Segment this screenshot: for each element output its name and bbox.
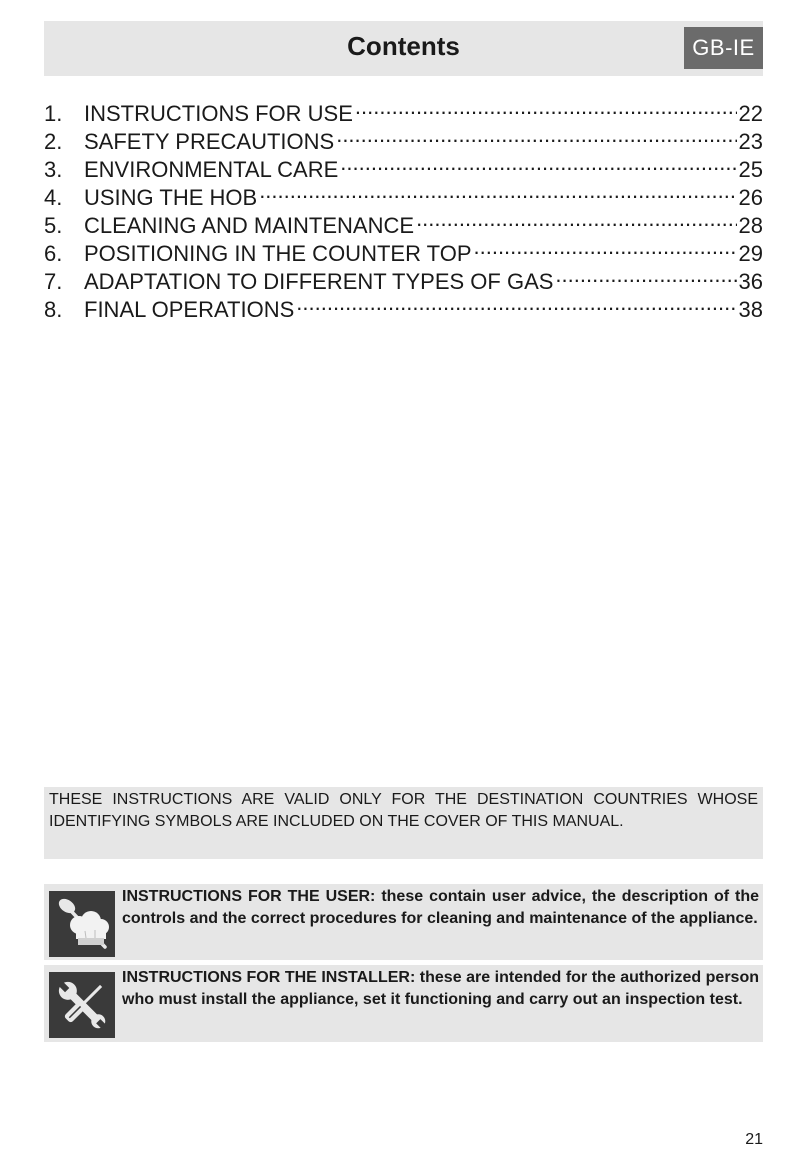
installer-instructions-text: INSTRUCTIONS FOR THE INSTALLER: these are intended for the authorized person who must install the appliance, set it functioning and carry out an inspection test. <box>122 969 759 1008</box>
toc-item-cleaning-and-maintenance[interactable] <box>44 205 763 233</box>
toc-leader-dots <box>355 93 737 121</box>
toc-leader-dots <box>416 205 736 233</box>
toc-item-safety-precautions[interactable] <box>44 121 763 149</box>
toc-number: 5. <box>44 213 63 233</box>
toc-item-instructions-for-use[interactable] <box>44 93 763 121</box>
chef-hat-spoon-icon <box>49 891 115 957</box>
toc-label: ENVIRONMENTAL CARE <box>84 157 339 177</box>
language-badge: GB-IE <box>684 27 763 69</box>
toc-label: CLEANING AND MAINTENANCE <box>84 213 415 233</box>
toc-leader-dots <box>296 289 736 317</box>
page-title: Contents <box>347 31 460 61</box>
toc-item-final-operations[interactable] <box>44 289 763 317</box>
toc-page: 22 <box>738 101 763 121</box>
toc-label: INSTRUCTIONS FOR USE <box>84 101 353 121</box>
toc-leader-dots <box>555 261 736 289</box>
toc-label: SAFETY PRECAUTIONS <box>84 129 335 149</box>
toc-item-using-the-hob[interactable] <box>44 177 763 205</box>
toc-page: 23 <box>738 129 763 149</box>
wrench-screwdriver-icon <box>49 972 115 1038</box>
toc-page: 25 <box>738 157 763 177</box>
toc-item-environmental-care[interactable] <box>44 149 763 177</box>
toc-page: 38 <box>738 297 763 317</box>
toc-number: 3. <box>44 157 63 177</box>
toc-number: 6. <box>44 241 63 261</box>
toc-number: 4. <box>44 185 63 205</box>
toc-label: ADAPTATION TO DIFFERENT TYPES OF GAS <box>84 269 554 289</box>
toc-page: 29 <box>738 241 763 261</box>
validity-notice: THESE INSTRUCTIONS ARE VALID ONLY FOR THE DESTINATION COUNTRIES WHOSE IDENTIFYING SYMBOLS ARE INCLUDED ON THE COVER OF THIS MANUAL. <box>44 787 763 859</box>
toc-item-positioning-in-the-counter-top[interactable] <box>44 233 763 261</box>
user-instructions-text: INSTRUCTIONS FOR THE USER: these contain user advice, the description of the controls and the correct procedures for cleaning and maintenance of the appliance. <box>122 888 759 927</box>
toc-label: POSITIONING IN THE COUNTER TOP <box>84 241 472 261</box>
toc-page: 28 <box>738 213 763 233</box>
toc-page: 26 <box>738 185 763 205</box>
toc-leader-dots <box>336 121 736 149</box>
toc-number: 1. <box>44 101 63 121</box>
user-instructions-box <box>44 884 763 960</box>
toc-number: 7. <box>44 269 63 289</box>
toc-label: USING THE HOB <box>84 185 258 205</box>
toc-label: FINAL OPERATIONS <box>84 297 295 317</box>
page-number: 21 <box>745 1131 763 1148</box>
toc-leader-dots <box>259 177 736 205</box>
table-of-contents <box>44 93 763 317</box>
installer-instructions-box <box>44 965 763 1042</box>
header-bar <box>44 21 763 76</box>
toc-number: 8. <box>44 297 63 317</box>
toc-leader-dots <box>474 233 737 261</box>
toc-leader-dots <box>340 149 736 177</box>
toc-number: 2. <box>44 129 63 149</box>
toc-item-adaptation-to-different-types-of-gas[interactable] <box>44 261 763 289</box>
toc-page: 36 <box>738 269 763 289</box>
